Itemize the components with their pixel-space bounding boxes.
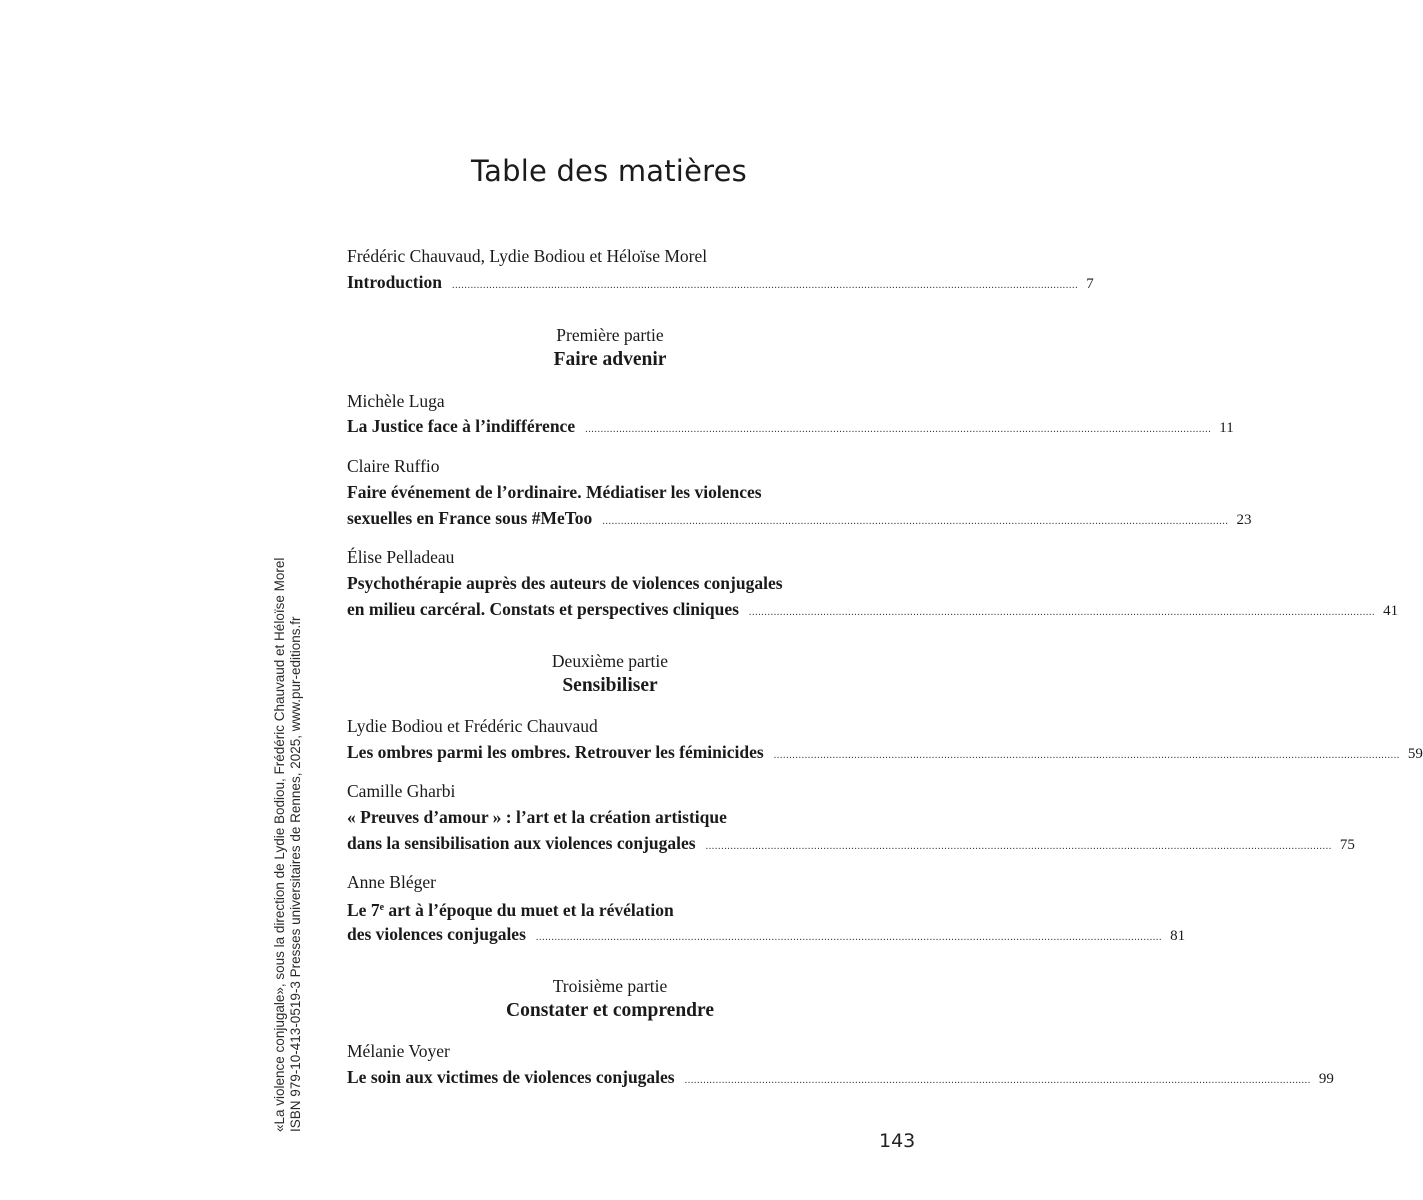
entry-page: 11	[1219, 420, 1234, 436]
toc-entry[interactable]	[347, 415, 1234, 441]
entry-author: Michèle Luga	[347, 391, 445, 411]
side-note-line: ISBN 979-10-413-0519-3 Presses universitaires de Rennes, 2025, www.pur-editions.fr	[288, 616, 303, 1132]
entry-page: 81	[1170, 928, 1186, 944]
entry-title: dans la sensibilisation aux violences conjugales	[347, 833, 696, 853]
entry-author: Anne Bléger	[347, 872, 436, 892]
entry-title: Introduction	[347, 272, 442, 292]
entry-page: 7	[1086, 276, 1094, 292]
toc-entry[interactable]	[347, 832, 1355, 858]
entry-author: Lydie Bodiou et Frédéric Chauvaud	[347, 716, 598, 736]
dot-leader: ..........................................................................................................................................................................................................	[705, 841, 1332, 852]
dot-leader: ..........................................................................................................................................................................................................	[602, 516, 1229, 527]
side-copyright-note	[272, 558, 304, 1132]
dot-leader: ..........................................................................................................................................................................................................	[773, 750, 1400, 761]
intro-entry[interactable]	[347, 271, 1094, 297]
entry-page: 75	[1339, 837, 1355, 853]
part-label: Première partie	[556, 325, 664, 345]
dot-leader: ..........................................................................................................................................................................................................	[585, 424, 1212, 435]
entry-page: 23	[1236, 512, 1252, 528]
part-title: Sensibiliser	[562, 675, 658, 696]
entry-page: 99	[1318, 1071, 1334, 1087]
entry-title-line[interactable]	[347, 897, 674, 921]
entry-title: des violences conjugales	[347, 924, 526, 944]
entry-title-part: art à l’époque du muet et la révélation	[384, 900, 674, 920]
toc-entry[interactable]	[347, 741, 1423, 767]
dot-leader: ..........................................................................................................................................................................................................	[684, 1075, 1311, 1086]
entry-author: Élise Pelladeau	[347, 547, 455, 567]
part-title: Constater et comprendre	[506, 1000, 714, 1021]
part-label: Troisième partie	[552, 976, 668, 996]
entry-title: Le soin aux victimes de violences conjugales	[347, 1067, 675, 1087]
entry-title: Les ombres parmi les ombres. Retrouver les féminicides	[347, 742, 764, 762]
entry-title-part: Le 7	[347, 900, 380, 920]
entry-author: Mélanie Voyer	[347, 1041, 450, 1061]
entry-title-line[interactable]: Faire événement de l’ordinaire. Médiatiser les violences	[347, 482, 762, 502]
toc-entry[interactable]	[347, 598, 1399, 624]
superscript: e	[379, 902, 385, 913]
page-title: Table des matières	[471, 154, 747, 188]
entry-author: Claire Ruffio	[347, 456, 440, 476]
page-number: 143	[879, 1130, 916, 1152]
entry-page: 41	[1383, 603, 1399, 619]
dot-leader: ..........................................................................................................................................................................................................	[535, 932, 1163, 943]
dot-leader: ..........................................................................................................................................................................................................	[748, 607, 1376, 618]
part-title: Faire advenir	[553, 349, 667, 370]
entry-title-line[interactable]: « Preuves d’amour » : l’art et la création artistique	[347, 807, 727, 827]
entry-title-line[interactable]: Psychothérapie auprès des auteurs de violences conjugales	[347, 573, 783, 593]
side-note-line: «La violence conjugale», sous la direction de Lydie Bodiou, Frédéric Chauvaud et Héloïse Morel	[272, 557, 287, 1132]
entry-title: La Justice face à l’indifférence	[347, 416, 576, 436]
entry-title: en milieu carcéral. Constats et perspectives cliniques	[347, 599, 739, 619]
entry-title: sexuelles en France sous #MeToo	[347, 508, 593, 528]
intro-author: Frédéric Chauvaud, Lydie Bodiou et Héloïse Morel	[347, 246, 708, 266]
toc-entry[interactable]	[347, 507, 1252, 533]
toc-entry[interactable]	[347, 923, 1186, 949]
dot-leader: ..........................................................................................................................................................................................................	[451, 280, 1079, 291]
toc-entry[interactable]	[347, 1066, 1334, 1092]
part-label: Deuxième partie	[551, 651, 669, 671]
entry-author: Camille Gharbi	[347, 781, 456, 801]
entry-page: 59	[1407, 746, 1423, 762]
